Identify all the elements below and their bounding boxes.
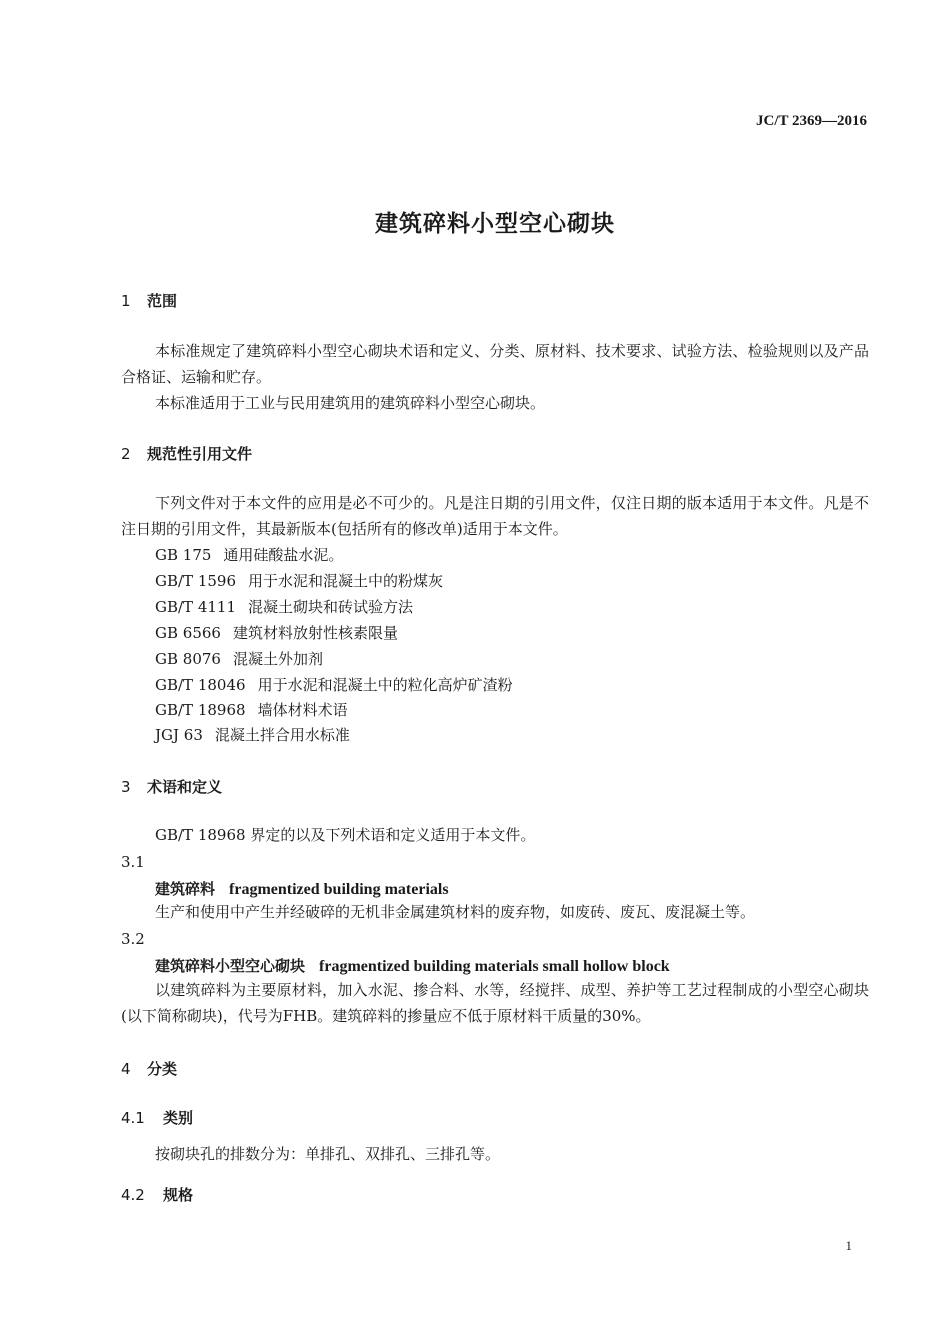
- reference-name: 混凝土外加剂: [232, 650, 323, 668]
- reference-item: [155, 648, 323, 669]
- reference-name: 通用硅酸盐水泥。: [223, 546, 344, 564]
- term-name-cn: 建筑碎料小型空心砌块: [155, 957, 306, 975]
- reference-item: [155, 699, 348, 720]
- reference-code: GB 6566: [155, 624, 221, 642]
- subsection-4-1-heading: [121, 1107, 193, 1128]
- term-name-en: fragmentized building materials small hollow block: [319, 958, 670, 975]
- section-4-heading: [121, 1058, 177, 1079]
- standard-number: JC/T 2369—2016: [756, 113, 867, 129]
- term-definition: 生产和使用中产生并经破碎的无机非金属建筑材料的废弃物，如废砖、废瓦、废混凝土等。: [155, 903, 756, 921]
- subsection-4-2-heading: [121, 1184, 193, 1205]
- reference-code: GB/T 18046: [155, 676, 246, 694]
- section-1-paragraph-2: 本标准适用于工业与民用建筑用的建筑碎料小型空心砌块。: [155, 394, 546, 412]
- reference-name: 用于水泥和混凝土中的粉煤灰: [248, 572, 444, 590]
- section-3-heading: [121, 776, 222, 797]
- reference-code: GB 8076: [155, 650, 221, 668]
- subsection-number: 4.2: [121, 1186, 145, 1204]
- reference-code: GB 175: [155, 546, 212, 564]
- term-name: [155, 955, 670, 976]
- subsection-title: 规格: [163, 1186, 194, 1204]
- reference-item: [155, 596, 413, 617]
- term-name: [155, 878, 449, 899]
- section-title: 规范性引用文件: [147, 445, 253, 463]
- reference-name: 墙体材料术语: [257, 701, 348, 719]
- reference-item: [155, 544, 343, 565]
- reference-item: [155, 570, 443, 591]
- section-1-heading: [121, 290, 177, 311]
- section-number: 1: [121, 292, 131, 310]
- term-name-en: fragmentized building materials: [229, 881, 449, 898]
- term-name-cn: 建筑碎料: [155, 880, 216, 898]
- term-definition: 以建筑碎料为主要原材料，加入水泥、掺合料、水等，经搅拌、成型、养护等工艺过程制成的小型空心砌块(以下简称砌块)，代号为FHB。建筑碎料的掺量应不低于原材料干质量的30%。: [121, 981, 869, 1025]
- reference-name: 用于水泥和混凝土中的粒化高炉矿渣粉: [257, 676, 513, 694]
- section-number: 3: [121, 778, 131, 796]
- reference-code: GB/T 1596: [155, 572, 237, 590]
- section-title: 分类: [147, 1060, 178, 1078]
- subsection-number: 4.1: [121, 1109, 145, 1127]
- section-title: 范围: [147, 292, 178, 310]
- reference-code: JGJ 63: [155, 726, 203, 744]
- term-number: 3.2: [121, 930, 145, 948]
- reference-name: 混凝土砌块和砖试验方法: [248, 598, 414, 616]
- reference-item: [155, 724, 350, 745]
- reference-item: [155, 674, 513, 695]
- section-title: 术语和定义: [147, 778, 223, 796]
- reference-name: 混凝土拌合用水标准: [214, 726, 350, 744]
- section-3-paragraph-1: GB/T 18968 界定的以及下列术语和定义适用于本文件。: [155, 826, 536, 844]
- document-title: 建筑碎料小型空心砌块: [375, 211, 615, 237]
- reference-code: GB/T 4111: [155, 598, 237, 616]
- section-number: 4: [121, 1060, 131, 1078]
- subsection-title: 类别: [163, 1109, 194, 1127]
- term-number: 3.1: [121, 853, 145, 871]
- section-2-heading: [121, 443, 252, 464]
- reference-name: 建筑材料放射性核素限量: [232, 624, 398, 642]
- section-number: 2: [121, 445, 131, 463]
- reference-item: [155, 622, 398, 643]
- page-number: 1: [845, 1238, 852, 1253]
- section-2-paragraph-1: 下列文件对于本文件的应用是必不可少的。凡是注日期的引用文件，仅注日期的版本适用于本文件。凡是不注日期的引用文件，其最新版本(包括所有的修改单)适用于本文件。: [121, 494, 869, 538]
- section-1-paragraph-1: 本标准规定了建筑碎料小型空心砌块术语和定义、分类、原材料、技术要求、试验方法、检验规则以及产品合格证、运输和贮存。: [121, 342, 869, 386]
- subsection-4-1-paragraph: 按砌块孔的排数分为：单排孔、双排孔、三排孔等。: [155, 1145, 501, 1163]
- reference-code: GB/T 18968: [155, 701, 246, 719]
